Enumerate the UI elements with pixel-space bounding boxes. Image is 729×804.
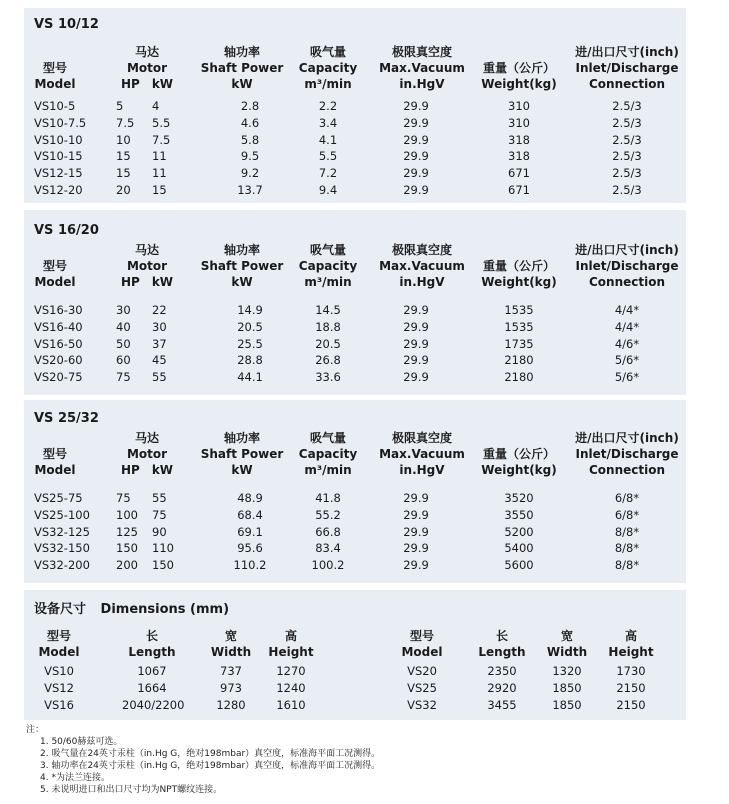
dim-header-width-cn: 宽 <box>560 629 573 643</box>
dimension-cell: 2040/2200 <box>122 698 185 712</box>
table-cell: 29.9 <box>403 558 429 573</box>
table-cell: 671 <box>508 183 530 197</box>
table-cell: 50 <box>116 336 131 351</box>
dimension-cell: 1067 <box>137 664 167 678</box>
table-cell: 1535 <box>504 303 534 317</box>
header-weight-line: Weight(kg) <box>481 275 557 289</box>
table-cell: 5 <box>116 99 124 113</box>
header-motor-line: 马达 <box>134 431 159 445</box>
dimension-cell: VS16 <box>44 698 74 712</box>
table-cell: VS10-5 <box>34 99 76 113</box>
table-row <box>24 303 686 320</box>
table-cell: 8/8* <box>614 524 640 539</box>
header-inlet <box>564 242 690 290</box>
header-shaft-line: 轴功率 <box>223 431 260 445</box>
header-weight <box>476 258 562 290</box>
table-cell: 5400 <box>504 541 534 556</box>
dimension-cell: 1280 <box>216 698 246 712</box>
header-shaft-line: kW <box>231 463 253 477</box>
table-cell: 20 <box>116 183 131 197</box>
section-title: VS 10/12 <box>34 17 99 32</box>
table-cell: 13.7 <box>237 183 263 197</box>
header-weight-line: Weight(kg) <box>481 463 557 477</box>
header-weight <box>476 446 562 478</box>
table-cell: 8/8* <box>614 558 640 573</box>
table-cell: 69.1 <box>237 524 263 539</box>
table-cell: 5/6* <box>614 370 640 385</box>
header-motor-hp: HP <box>120 275 140 289</box>
dim-header-length-cn: 长 <box>145 629 158 643</box>
table-cell: 110 <box>152 541 174 556</box>
table-cell: 90 <box>152 524 167 539</box>
table-cell: 29.9 <box>403 183 429 197</box>
table-row <box>24 337 686 354</box>
header-model-line: 型号 <box>42 61 67 75</box>
table-cell: 9.4 <box>318 183 338 197</box>
dim-header-length-right <box>472 628 532 660</box>
table-cell: 45 <box>152 353 167 368</box>
table-cell: 5.5 <box>152 115 171 130</box>
header-motor-hp: HP <box>120 77 140 91</box>
header-shaft-line: 轴功率 <box>223 45 260 59</box>
table-cell: VS32-125 <box>34 524 90 539</box>
table-cell: 14.5 <box>315 303 341 317</box>
table-cell: 30 <box>152 319 167 334</box>
header-weight-line: 重量（公斤） <box>482 447 555 461</box>
table-cell: 4.1 <box>318 132 338 147</box>
table-cell: VS10-10 <box>34 132 83 147</box>
table-row <box>24 99 686 116</box>
table-cell: VS20-75 <box>34 370 83 385</box>
table-row <box>24 508 686 525</box>
header-capacity-line: 吸气量 <box>309 45 346 59</box>
table-cell: 2.5/3 <box>612 183 642 197</box>
header-motor-line: 马达 <box>134 243 159 257</box>
table-cell: 28.8 <box>237 353 263 368</box>
header-model <box>29 446 81 478</box>
dimension-cell: VS20 <box>407 664 437 678</box>
header-motor <box>117 44 177 92</box>
table-row <box>24 370 686 387</box>
header-inlet-line: Inlet/Discharge <box>575 259 679 273</box>
table-cell: 671 <box>508 166 530 181</box>
dim-header-model-left <box>29 628 89 660</box>
table-cell: 8/8* <box>614 541 640 556</box>
table-cell: VS10-7.5 <box>34 115 87 130</box>
header-motor-hp: HP <box>120 463 140 477</box>
header-motor-units <box>117 462 177 478</box>
table-cell: 55 <box>152 491 167 505</box>
note-item: 4. *为法兰连接。 <box>40 773 110 783</box>
header-weight-line: 重量（公斤） <box>482 61 555 75</box>
table-row <box>24 353 686 370</box>
section-dimensions <box>24 590 686 720</box>
header-inlet-line: Inlet/Discharge <box>575 61 679 75</box>
table-cell: 5.5 <box>318 149 338 164</box>
table-cell: 150 <box>116 541 138 556</box>
table-cell: VS16-40 <box>34 319 83 334</box>
table-cell: 2.5/3 <box>612 99 642 113</box>
table-row <box>24 525 686 542</box>
header-shaft-line: 轴功率 <box>223 243 260 257</box>
dimension-cell: 1664 <box>137 681 167 695</box>
table-cell: VS25-75 <box>34 491 83 505</box>
table-cell: VS25-100 <box>34 507 90 522</box>
header-shaft <box>192 242 292 290</box>
table-cell: 48.9 <box>237 491 263 505</box>
table-cell: 29.9 <box>403 541 429 556</box>
table-cell: 29.9 <box>403 507 429 522</box>
dim-header-width-right <box>537 628 597 660</box>
dimension-cell: 3455 <box>487 698 517 712</box>
dim-header-height-left <box>261 628 321 660</box>
header-vacuum-line: in.HgV <box>399 275 445 289</box>
section-title: VS 16/20 <box>34 223 99 238</box>
header-inlet-line: 进/出口尺寸(inch) <box>575 243 679 257</box>
table-cell: 29.9 <box>403 319 429 334</box>
header-vacuum-line: Max.Vacuum <box>379 447 465 461</box>
dimension-cell: 1610 <box>276 698 306 712</box>
notes <box>26 724 380 796</box>
dimension-cell: 1240 <box>276 681 306 695</box>
header-shaft-line: Shaft Power <box>200 259 284 273</box>
table-cell: 310 <box>508 115 530 130</box>
table-cell: 29.9 <box>403 336 429 351</box>
table-cell: 310 <box>508 99 530 113</box>
table-cell: 60 <box>116 353 131 368</box>
table-cell: 2.5/3 <box>612 115 642 130</box>
dimension-cell: 1270 <box>276 664 306 678</box>
table-row <box>24 541 686 558</box>
dim-header-height-right <box>601 628 661 660</box>
header-shaft-line: Shaft Power <box>200 447 284 461</box>
table-cell: 318 <box>508 132 530 147</box>
table-cell: 2180 <box>504 370 534 385</box>
table-row <box>24 183 686 200</box>
table-cell: 29.9 <box>403 353 429 368</box>
table-cell: 7.2 <box>318 166 338 181</box>
dim-header-model-cn: 型号 <box>46 629 71 643</box>
header-shaft-line: kW <box>231 275 253 289</box>
table-cell: 10 <box>116 132 131 147</box>
table-cell: 29.9 <box>403 132 429 147</box>
dimension-cell: 2920 <box>487 681 517 695</box>
section-title: VS 25/32 <box>34 411 99 426</box>
table-cell: 29.9 <box>403 491 429 505</box>
dim-header-width-cn: 宽 <box>224 629 237 643</box>
header-motor <box>117 242 177 290</box>
header-inlet <box>564 44 690 92</box>
table-cell: 5.8 <box>240 132 260 147</box>
dim-header-width-en: Width <box>546 645 588 659</box>
header-motor-units <box>117 274 177 290</box>
header-model-line: 型号 <box>42 259 67 273</box>
header-vacuum-line: Max.Vacuum <box>379 259 465 273</box>
header-motor-units <box>117 76 177 92</box>
table-cell: 14.9 <box>237 303 263 317</box>
header-inlet <box>564 430 690 478</box>
table-cell: 2180 <box>504 353 534 368</box>
header-model <box>29 258 81 290</box>
table-cell: 100 <box>116 507 138 522</box>
table-cell: 100.2 <box>311 558 345 573</box>
section-vs16-20 <box>24 210 686 395</box>
table-cell: VS12-15 <box>34 166 83 181</box>
header-vacuum-line: 极限真空度 <box>391 45 452 59</box>
header-model-line: Model <box>34 77 76 91</box>
table-row <box>24 166 686 183</box>
table-cell: 4 <box>152 99 160 113</box>
table-cell: 33.6 <box>315 370 341 385</box>
dim-header-height-en: Height <box>268 645 314 659</box>
header-capacity-line: 吸气量 <box>309 431 346 445</box>
header-capacity <box>292 430 364 478</box>
header-capacity-line: m³/min <box>304 275 352 289</box>
header-shaft <box>192 430 292 478</box>
table-cell: 29.9 <box>403 370 429 385</box>
table-cell: 22 <box>152 303 167 317</box>
dimension-row <box>24 681 686 698</box>
table-cell: 9.2 <box>240 166 260 181</box>
table-cell: 83.4 <box>315 541 341 556</box>
table-cell: 125 <box>116 524 138 539</box>
table-cell: 4.6 <box>240 115 260 130</box>
table-cell: 29.9 <box>403 99 429 113</box>
dim-header-length-cn: 长 <box>495 629 508 643</box>
table-cell: 2.5/3 <box>612 132 642 147</box>
table-cell: VS16-30 <box>34 303 83 317</box>
table-cell: 5600 <box>504 558 534 573</box>
header-shaft <box>192 44 292 92</box>
table-cell: 15 <box>152 183 167 197</box>
table-cell: 1535 <box>504 319 534 334</box>
table-cell: 150 <box>152 558 174 573</box>
dimension-cell: 1320 <box>552 664 582 678</box>
table-cell: 2.8 <box>240 99 260 113</box>
table-cell: 6/8* <box>614 491 640 505</box>
dim-header-width-left <box>201 628 261 660</box>
header-model-line: Model <box>34 463 76 477</box>
dimensions-title-cn: 设备尺寸 <box>34 602 87 617</box>
header-capacity <box>292 44 364 92</box>
header-motor-line: Motor <box>126 447 168 461</box>
table-cell: 29.9 <box>403 303 429 317</box>
dim-header-model-en: Model <box>401 645 443 659</box>
dimension-cell: 737 <box>220 664 242 678</box>
header-vacuum-line: 极限真空度 <box>391 243 452 257</box>
table-cell: 55 <box>152 370 167 385</box>
dimensions-title <box>34 598 229 617</box>
header-vacuum-line: in.HgV <box>399 77 445 91</box>
header-vacuum-line: in.HgV <box>399 463 445 477</box>
header-shaft-line: Shaft Power <box>200 61 284 75</box>
section-vs25-32 <box>24 400 686 583</box>
header-motor-kw: kW <box>151 77 174 91</box>
dimension-cell: 1850 <box>552 681 582 695</box>
table-cell: 4/6* <box>614 336 640 351</box>
dimension-cell: 2150 <box>616 681 646 695</box>
table-cell: 29.9 <box>403 149 429 164</box>
table-cell: 26.8 <box>315 353 341 368</box>
header-inlet-line: Connection <box>588 463 666 477</box>
header-motor-line: Motor <box>126 61 168 75</box>
table-cell: VS16-50 <box>34 336 83 351</box>
table-cell: 3550 <box>504 507 534 522</box>
header-vacuum <box>374 430 470 478</box>
header-weight-line: Weight(kg) <box>481 77 557 91</box>
header-motor-line: Motor <box>126 259 168 273</box>
header-capacity-line: Capacity <box>298 61 358 75</box>
table-cell: 5200 <box>504 524 534 539</box>
table-row <box>24 558 686 575</box>
table-cell: 25.5 <box>237 336 263 351</box>
notes-label: 注： <box>26 725 45 735</box>
table-cell: VS32-200 <box>34 558 90 573</box>
dim-header-model-cn: 型号 <box>409 629 434 643</box>
dimension-cell: 1730 <box>616 664 646 678</box>
table-cell: 37 <box>152 336 167 351</box>
table-cell: 3520 <box>504 491 534 505</box>
header-inlet-line: Connection <box>588 77 666 91</box>
table-cell: 29.9 <box>403 115 429 130</box>
table-cell: 44.1 <box>237 370 263 385</box>
table-cell: 75 <box>116 491 131 505</box>
table-cell: 1735 <box>504 336 534 351</box>
header-capacity <box>292 242 364 290</box>
table-cell: 30 <box>116 303 131 317</box>
table-cell: 75 <box>152 507 167 522</box>
header-vacuum <box>374 242 470 290</box>
table-cell: VS12-20 <box>34 183 83 197</box>
dimension-cell: 1850 <box>552 698 582 712</box>
header-motor <box>117 430 177 478</box>
dimension-cell: VS12 <box>44 681 74 695</box>
header-capacity-line: Capacity <box>298 259 358 273</box>
dim-header-height-cn: 高 <box>624 629 637 643</box>
header-motor-kw: kW <box>151 463 174 477</box>
table-row <box>24 133 686 150</box>
dimension-cell: VS32 <box>407 698 437 712</box>
header-model <box>29 60 81 92</box>
header-capacity-line: 吸气量 <box>309 243 346 257</box>
table-row <box>24 149 686 166</box>
header-motor-line: 马达 <box>134 45 159 59</box>
table-cell: 29.9 <box>403 166 429 181</box>
table-cell: VS20-60 <box>34 353 83 368</box>
table-cell: 41.8 <box>315 491 341 505</box>
table-cell: 110.2 <box>233 558 267 573</box>
table-row <box>24 116 686 133</box>
note-item: 5. 未说明进口和出口尺寸均为NPT螺纹连接。 <box>40 785 223 795</box>
table-cell: 2.2 <box>318 99 338 113</box>
dim-header-length-en: Length <box>128 645 176 659</box>
table-row <box>24 491 686 508</box>
header-weight <box>476 60 562 92</box>
dimension-cell: 2150 <box>616 698 646 712</box>
table-cell: 15 <box>116 166 131 181</box>
table-cell: 68.4 <box>237 507 263 522</box>
dimension-cell: VS10 <box>44 664 74 678</box>
dim-header-model-en: Model <box>38 645 80 659</box>
header-shaft-line: kW <box>231 77 253 91</box>
table-cell: 15 <box>116 149 131 164</box>
table-cell: 3.4 <box>318 115 338 130</box>
dimension-row <box>24 664 686 681</box>
section-vs10-12 <box>24 8 686 203</box>
header-vacuum <box>374 44 470 92</box>
table-cell: 7.5 <box>116 115 135 130</box>
table-cell: 29.9 <box>403 524 429 539</box>
header-inlet-line: Inlet/Discharge <box>575 447 679 461</box>
table-cell: 4/4* <box>614 319 640 334</box>
table-cell: 75 <box>116 370 131 385</box>
header-capacity-line: m³/min <box>304 463 352 477</box>
table-cell: 6/8* <box>614 507 640 522</box>
table-cell: 5/6* <box>614 353 640 368</box>
table-cell: 95.6 <box>237 541 263 556</box>
table-cell: 2.5/3 <box>612 149 642 164</box>
header-capacity-line: Capacity <box>298 447 358 461</box>
dimension-row <box>24 698 686 715</box>
header-model-line: 型号 <box>42 447 67 461</box>
header-vacuum-line: Max.Vacuum <box>379 61 465 75</box>
table-cell: 4/4* <box>614 303 640 317</box>
table-cell: 66.8 <box>315 524 341 539</box>
table-cell: 7.5 <box>152 132 171 147</box>
dim-header-height-en: Height <box>608 645 654 659</box>
table-cell: 55.2 <box>315 507 341 522</box>
table-cell: 40 <box>116 319 131 334</box>
dim-header-model-right <box>392 628 452 660</box>
header-weight-line: 重量（公斤） <box>482 259 555 273</box>
table-cell: 2.5/3 <box>612 166 642 181</box>
header-inlet-line: 进/出口尺寸(inch) <box>575 45 679 59</box>
header-vacuum-line: 极限真空度 <box>391 431 452 445</box>
table-cell: 18.8 <box>315 319 341 334</box>
table-cell: 9.5 <box>240 149 260 164</box>
dimension-cell: 2350 <box>487 664 517 678</box>
note-item: 3. 轴功率在24英寸汞柱（in.Hg G，绝对198mbar）真空度，标准海平面工况测得。 <box>40 761 381 771</box>
dim-header-length-left <box>122 628 182 660</box>
dim-header-height-cn: 高 <box>284 629 297 643</box>
table-cell: 20.5 <box>237 319 263 334</box>
table-cell: 11 <box>152 149 167 164</box>
table-cell: VS10-15 <box>34 149 83 164</box>
dimension-cell: VS25 <box>407 681 437 695</box>
dim-header-length-en: Length <box>478 645 526 659</box>
table-cell: 200 <box>116 558 138 573</box>
dimension-cell: 973 <box>220 681 242 695</box>
header-model-line: Model <box>34 275 76 289</box>
dimensions-title-en: Dimensions (mm) <box>100 602 230 617</box>
note-item: 2. 吸气量在24英寸汞柱（in.Hg G，绝对198mbar）真空度，标准海平面工况测得。 <box>40 749 381 759</box>
header-inlet-line: Connection <box>588 275 666 289</box>
header-inlet-line: 进/出口尺寸(inch) <box>575 431 679 445</box>
table-cell: 11 <box>152 166 167 181</box>
header-capacity-line: m³/min <box>304 77 352 91</box>
table-cell: 20.5 <box>315 336 341 351</box>
dim-header-width-en: Width <box>210 645 252 659</box>
header-motor-kw: kW <box>151 275 174 289</box>
table-cell: VS32-150 <box>34 541 90 556</box>
table-cell: 318 <box>508 149 530 164</box>
note-item: 1. 50/60赫兹可选。 <box>40 737 123 747</box>
table-row <box>24 320 686 337</box>
